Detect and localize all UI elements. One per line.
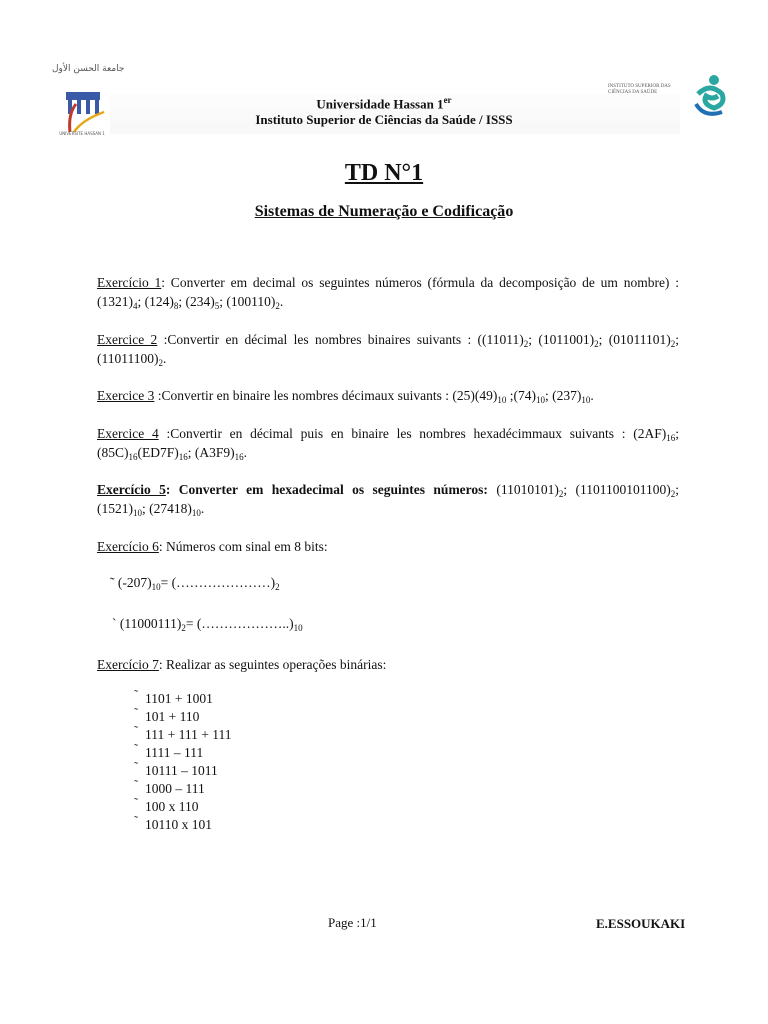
operations-list xyxy=(134,690,231,834)
page-number: Page :1/1 xyxy=(328,915,377,930)
exercise-6: Exercício 6: Números com sinal em 8 bits: xyxy=(97,539,328,554)
institute-emblem-icon xyxy=(692,74,728,118)
number-with-base: $(1101100101100)_2$; xyxy=(575,482,679,499)
exercise-label: Exercice 2 xyxy=(97,332,158,347)
page-title: TD N°1 xyxy=(344,160,424,186)
author-name: E.ESSOUKAKI xyxy=(596,916,686,931)
number-with-base: $(124)_8$; xyxy=(144,294,186,311)
list-item: ˜ 1101 + 1001 xyxy=(134,690,231,708)
university-name: Universidade Hassan 1 xyxy=(316,96,444,112)
exercise-label: Exercice 4 xyxy=(97,426,159,441)
list-item: ˜ 100 x 110 xyxy=(134,798,231,816)
list-item: ˜ 10111 – 1011 xyxy=(134,762,231,780)
number-with-base: ($(11011)_2$; xyxy=(477,332,539,349)
exercise-5: Exercício 5: Converter em hexadecimal os seguintes números: $(11010101)_2$; $(1101100101100)_2$; $(1521)_{10}$; $(27418)_{10}$. xyxy=(97,482,679,518)
institute-logo-text: INSTITUTO SUPERIOR DAS CIÊNCIAS DA SAÚDE xyxy=(608,84,671,95)
number-with-base: $(85C)_{16}$ xyxy=(97,445,138,462)
number-with-base: $(ED7F)_{16}$; xyxy=(137,445,195,462)
exercise-2: Exercice 2 :Convertir en décimal les nombres binaires suivants : ($(11011)_2$; $(1011001)_2$; $(01011101)_2$; $(11011100)_2$. xyxy=(97,332,679,368)
exercise-label: Exercice 3 xyxy=(97,388,155,403)
number-with-base: $(1521)_{10}$; xyxy=(97,501,150,518)
list-item: ˜ 1111 – 111 xyxy=(134,744,231,762)
exercise-label: Exercício 7 xyxy=(97,657,159,672)
logo-arabic-text: جامعة الحسن الأول xyxy=(52,64,125,74)
exercise-label: Exercício 5 xyxy=(97,482,166,497)
number-list xyxy=(97,294,283,309)
number-with-base: $(01011101)_2$; xyxy=(608,332,679,349)
exercise-1: Exercício 1: Converter em decimal os seguintes números (fórmula da decomposição de um nombre) : $(1321)_4$; $(124)_8$; $(234)_5$; $(100110)_2$. xyxy=(97,275,679,311)
number-with-base: $(237)_{10}$. xyxy=(552,388,594,405)
logo-caption: UNIVERSITE HASSAN 1 xyxy=(59,131,105,136)
institute-name: Instituto Superior de Ciências da Saúde / ISSS xyxy=(255,112,513,128)
signed-conversion-1: ˜ $(-207)_{10}=$ $(\dots\dots\dots\dots\dots\dots\dots)_2$ xyxy=(110,575,280,592)
number-with-base: $(100110)_2$. xyxy=(226,294,284,311)
exercise-label: Exercício 1 xyxy=(97,275,162,290)
list-item: ˜ 10110 x 101 xyxy=(134,816,231,834)
number-list xyxy=(452,388,593,403)
university-logo xyxy=(52,64,125,136)
exercise-3: Exercice 3 :Convertir en binaire les nombres décimaux suivants : $(25)(49)_{10}$ $;(74)_{10}$; $(237)_{10}$. xyxy=(97,388,594,405)
number-with-base: $(27418)_{10}$. xyxy=(149,501,205,518)
number-with-base: $(11011100)_2$. xyxy=(97,351,167,368)
signed-conversion-2: ` $(11000111)_2=$ $(\dots\dots\dots\dots\dots\dots..)_{10}$ xyxy=(112,616,303,633)
number-with-base: $(1321)_4$; xyxy=(97,294,145,311)
institution-header: Universidade Hassan 1er Instituto Superior de Ciências da Saúde / ISSS xyxy=(200,92,568,128)
number-with-base: $(11010101)_2$; xyxy=(496,482,576,499)
number-with-base: $(2AF)_{16}$; xyxy=(633,426,680,443)
number-with-base: $(A3F9)_{16}$. xyxy=(194,445,248,462)
exercise-4: Exercice 4 :Convertir en décimal puis en binaire les nombres hexadécimmaux suivants : $(2AF)_{16}$; $(85C)_{16}(ED7F)_{16}$; $(A3F9)_{16}$. xyxy=(97,426,680,462)
number-with-base: $(74)_{10}$; xyxy=(513,388,553,405)
page-subtitle: Sistemas de Numeração e Codificação xyxy=(254,203,514,220)
institute-logo xyxy=(608,74,728,118)
list-item: ˜ 111 + 111 + 111 xyxy=(134,726,231,744)
exercise-7: Exercício 7: Realizar as seguintes operações binárias: xyxy=(97,657,387,672)
list-item: ˜ 1000 – 111 xyxy=(134,780,231,798)
university-emblem-icon xyxy=(52,74,112,134)
list-item: ˜ 101 + 110 xyxy=(134,708,231,726)
exercise-label: Exercício 6 xyxy=(97,539,159,554)
number-with-base: $(234)_5$; xyxy=(185,294,227,311)
number-with-base: $(25)(49)_{10}$ ; xyxy=(452,388,514,405)
number-with-base: $(1011001)_2$; xyxy=(538,332,609,349)
